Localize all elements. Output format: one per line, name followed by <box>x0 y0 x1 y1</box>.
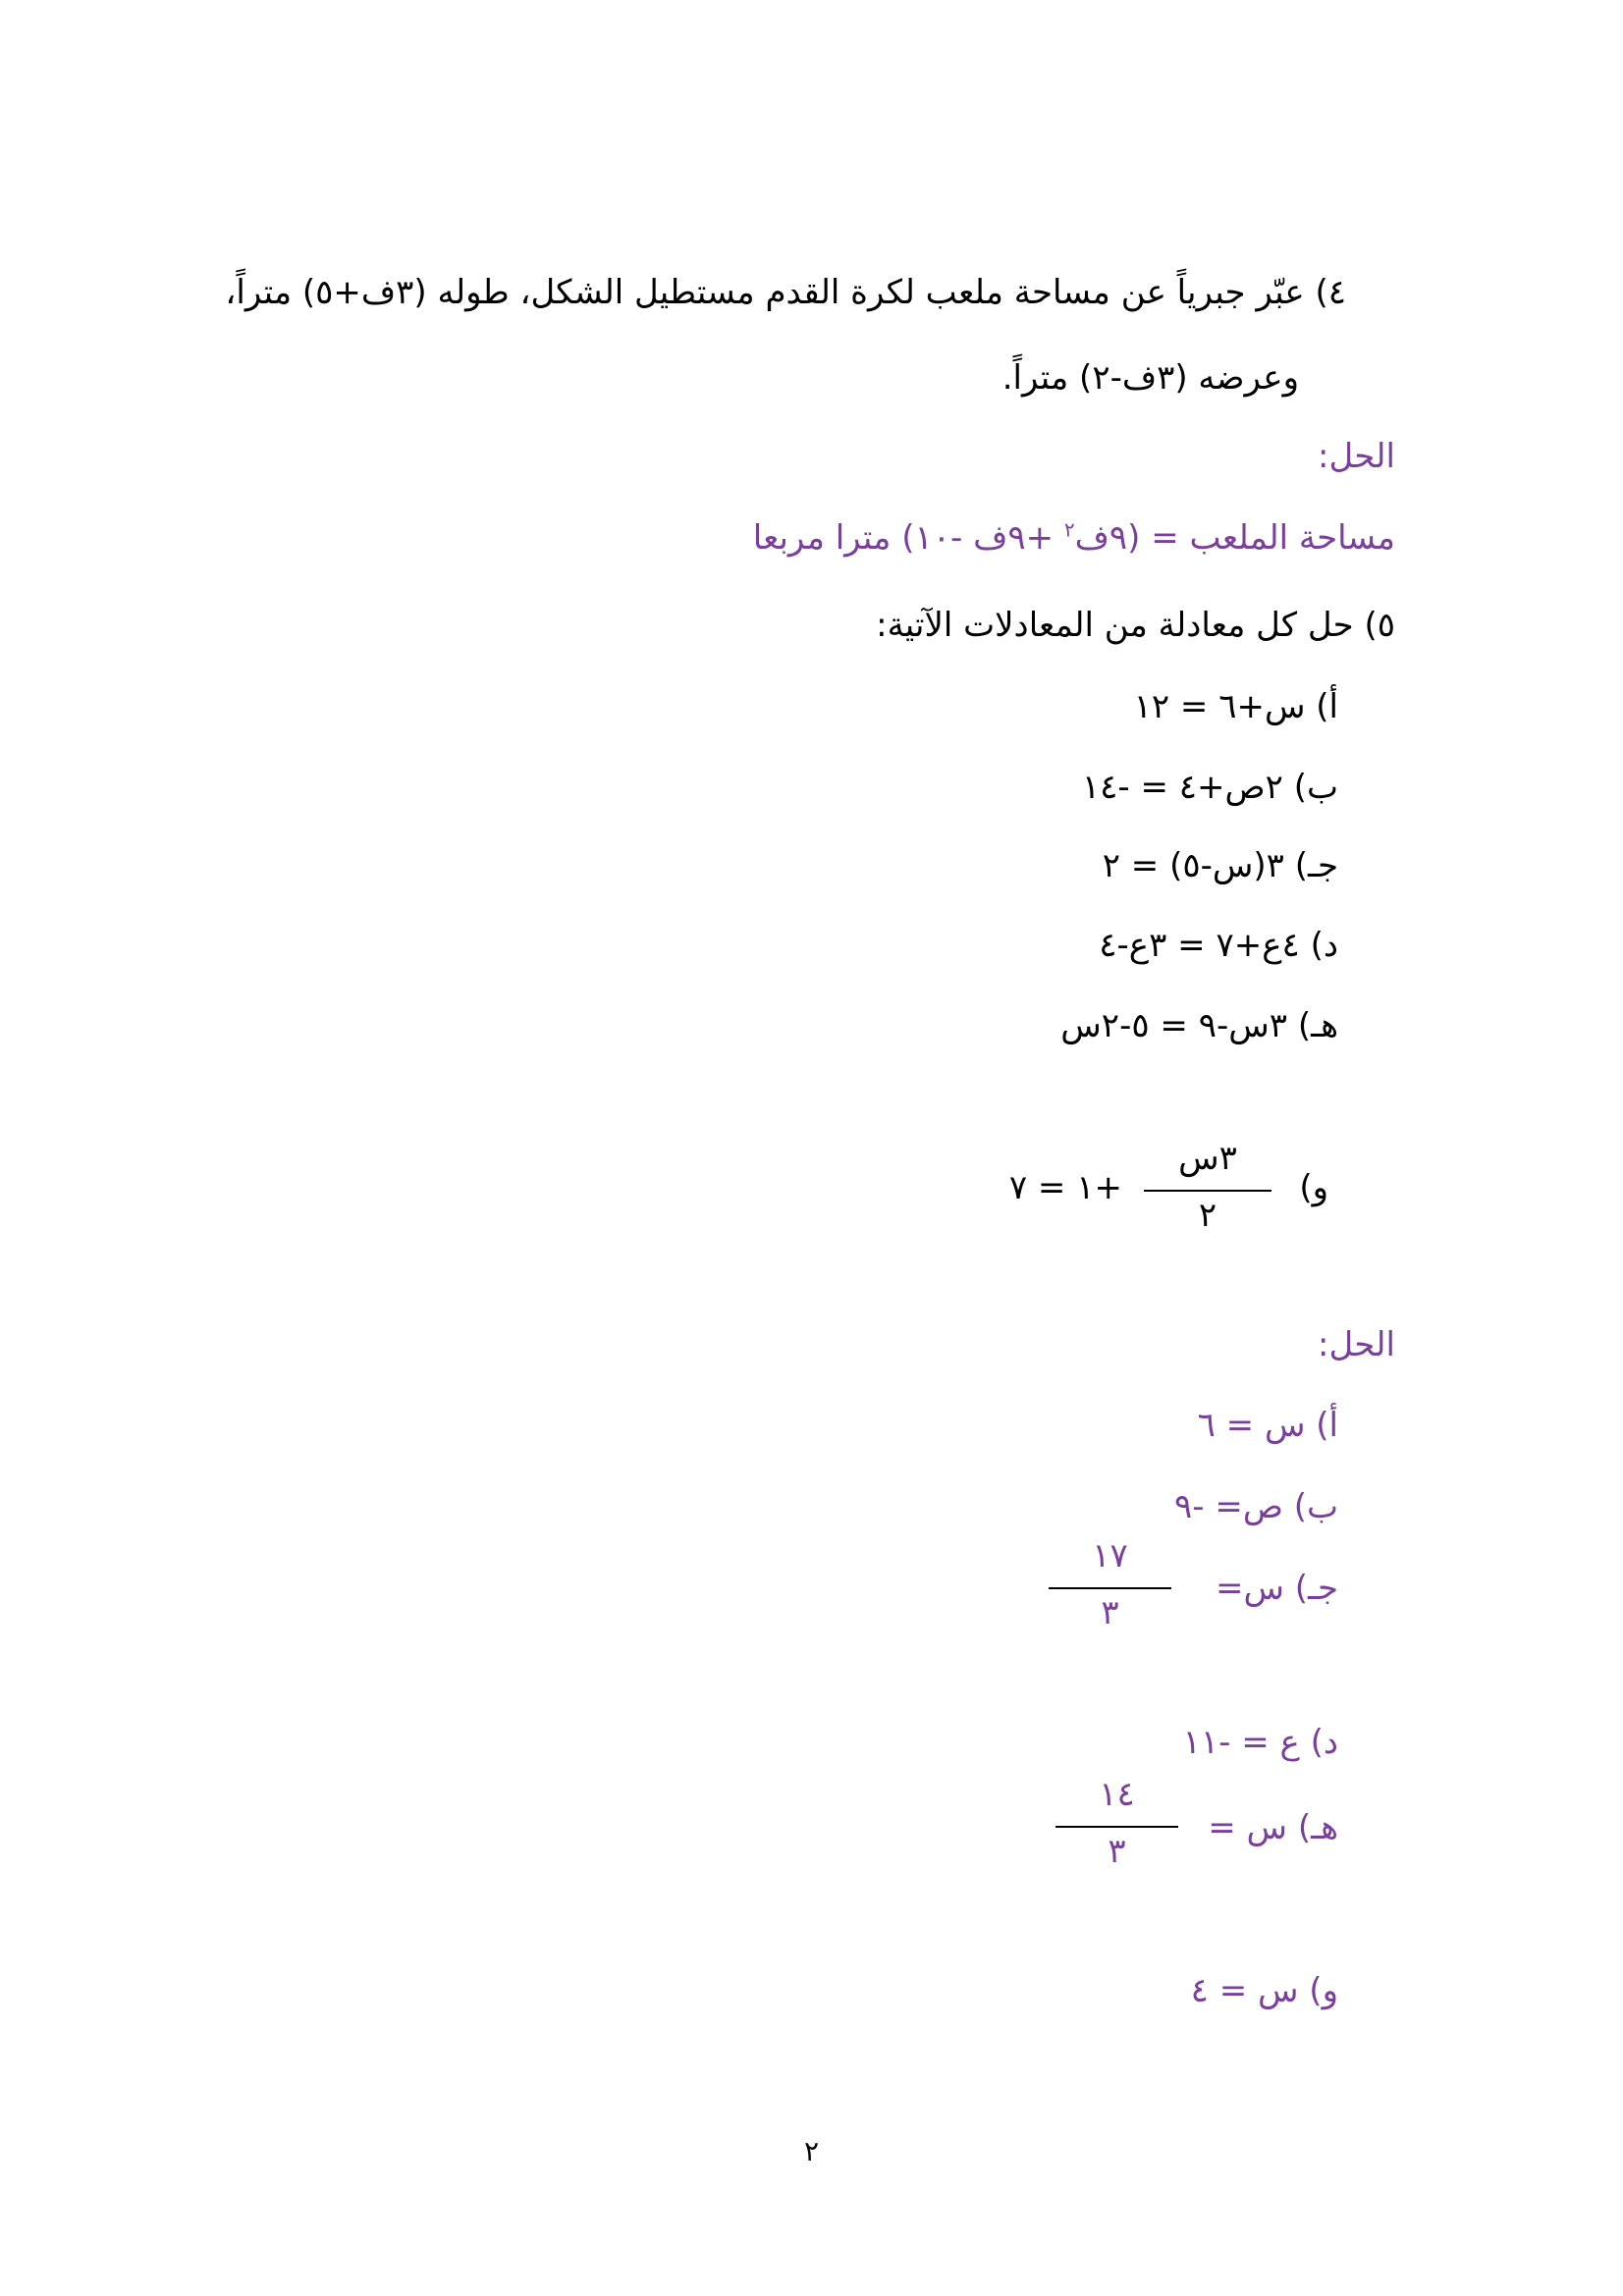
q5-item-f-rest: +١ = ٧ <box>1008 1168 1122 1207</box>
fraction-numerator: ١٤ <box>1099 1775 1135 1814</box>
q5-answer-d: د) ع = -١١ <box>1182 1723 1338 1762</box>
q5-item-f-fraction <box>1144 1139 1271 1247</box>
q5-item-b: ب) ٢ص+٤ = -١٤ <box>1081 768 1338 807</box>
q5-answer-b: ب) ص= -٩ <box>1173 1487 1338 1526</box>
q5-item-e: هـ) ٣س-٩ = ٥-٢س <box>1060 1006 1338 1045</box>
q5-title: ٥) حل كل معادلة من المعادلات الآتية: <box>876 606 1395 645</box>
fraction-bar <box>1144 1190 1271 1192</box>
q5-answer-f: و) س = ٤ <box>1190 1971 1338 2010</box>
q5-item-c: جـ) ٣(س-٥) = ٢ <box>1102 846 1338 885</box>
q4-solution-label: الحل: <box>1318 437 1395 476</box>
q4-line2: وعرضه (٣ف-٢) متراً. <box>1001 358 1299 398</box>
q5-item-a: أ) س+٦ = ١٢ <box>1133 687 1338 726</box>
fraction-denominator: ٣ <box>1108 1832 1126 1871</box>
q5-answer-e-label: هـ) س = <box>1208 1808 1338 1847</box>
q4-line1: ٤) عبّر جبرياً عن مساحة ملعب لكرة القدم مستطيل الشكل، طوله (٣ف+٥) متراً، <box>225 273 1346 312</box>
q5-answer-c-fraction <box>1049 1536 1171 1644</box>
q4-answer-part2: +٩ف -١٠) مترا مربعا <box>752 518 1064 558</box>
q5-answer-e-fraction <box>1055 1775 1178 1883</box>
q5-item-d: د) ٤ع+٧ = ٣ع-٤ <box>1099 926 1338 965</box>
page-number: ٢ <box>803 2135 820 2167</box>
q5-answer-a: أ) س = ٦ <box>1197 1406 1338 1445</box>
fraction-numerator: ١٧ <box>1092 1536 1128 1575</box>
q5-answer-c-label: جـ) س= <box>1215 1569 1338 1608</box>
fraction-bar <box>1049 1587 1171 1589</box>
fraction-bar <box>1055 1826 1178 1828</box>
fraction-denominator: ٣ <box>1101 1593 1119 1632</box>
q4-answer-exponent: ٢ <box>1063 517 1075 542</box>
q5-item-f-label: و) <box>1299 1168 1328 1207</box>
q4-answer <box>753 518 1395 559</box>
fraction-denominator: ٢ <box>1198 1196 1217 1235</box>
q4-answer-part1: مساحة الملعب = (٩ف <box>1074 518 1395 558</box>
fraction-numerator: ٣س <box>1178 1139 1237 1178</box>
q5-solution-label: الحل: <box>1318 1325 1395 1364</box>
